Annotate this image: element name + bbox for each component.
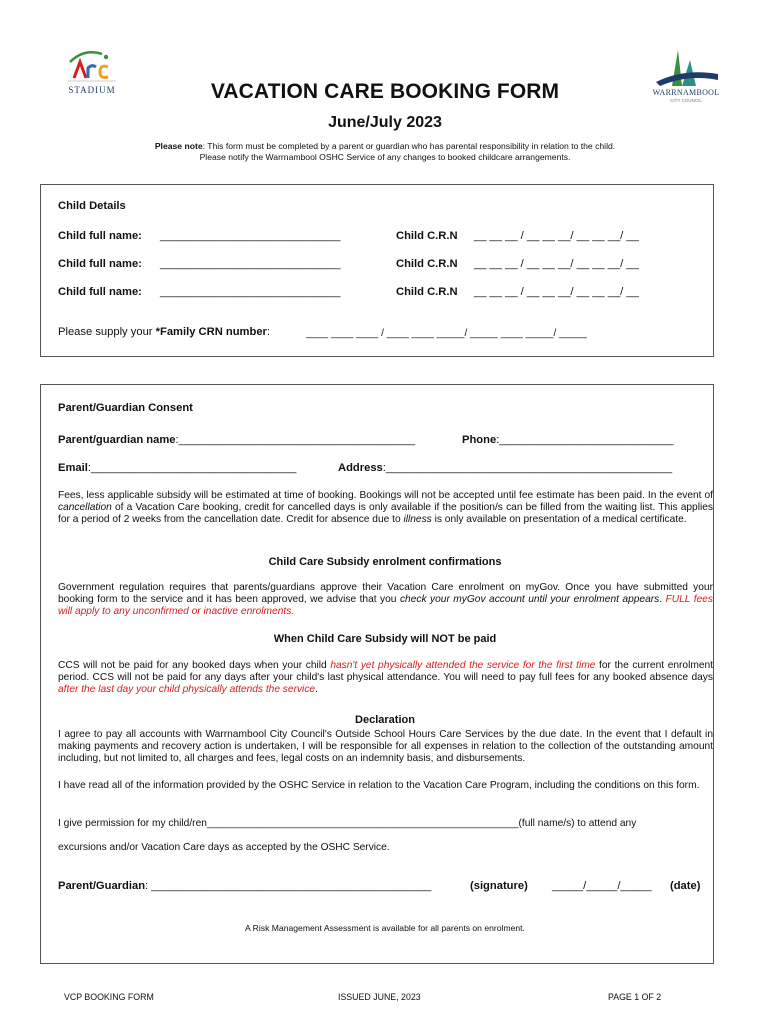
signature-label: Parent/Guardian: [58, 880, 146, 892]
ccs-paragraph: [58, 582, 713, 619]
child-2-crn-field[interactable]: __ __ __ / __ __ __/ __ __ __/ __: [474, 258, 639, 270]
family-crn-prefix: Please supply your: [58, 326, 156, 338]
child-3-name-label: Child full name:: [58, 286, 142, 298]
declaration-paragraph-2: I have read all of the information provided by the OSHC Service in relation to the Vacation Care Program, including the conditions on this form.: [58, 780, 700, 791]
child-details-heading: Child Details: [58, 200, 126, 212]
ccs-mygov: check your myGov account until your enrolment appears: [399, 594, 660, 606]
child-2-name-label: Child full name:: [58, 258, 142, 270]
permission-line[interactable]: I give permission for my child/ren_______________________________________________________(full name/s) to attend any: [58, 818, 637, 829]
parent-name-row: [58, 434, 415, 446]
parent-name-label: Parent/guardian name: [58, 434, 176, 446]
phone-field[interactable]: :____________________________: [496, 434, 674, 446]
ccs-full-fees: FULL fees will apply to any unconfirmed or inactive enrolments.: [58, 594, 713, 618]
parent-name-field[interactable]: :______________________________________: [175, 434, 416, 446]
not-paid-red-1: hasn't yet physically attended the service for the first time: [330, 660, 596, 671]
child-1-name-field[interactable]: _____________________________: [160, 230, 341, 242]
risk-note: A Risk Management Assessment is available for all parents on enrolment.: [245, 923, 525, 933]
note-label: Please note: [154, 141, 203, 151]
form-note: [80, 141, 690, 163]
child-2-name-field[interactable]: _____________________________: [160, 258, 341, 270]
logo-left-text: STADIUM: [68, 85, 116, 95]
family-crn-label: *Family CRN number: [155, 326, 267, 338]
family-crn-colon: :: [266, 326, 271, 338]
child-3-crn-field[interactable]: __ __ __ / __ __ __/ __ __ __/ __: [474, 286, 639, 298]
email-label: Email: [58, 462, 88, 474]
child-3-crn-label: Child C.R.N: [396, 286, 458, 298]
note-line-2: Please notify the Warrnambool OSHC Service of any changes to booked childcare arrangements.: [199, 152, 571, 162]
child-1-name-label: Child full name:: [58, 230, 142, 242]
email-field[interactable]: :_________________________________: [87, 462, 297, 474]
fees-cancellation: cancellation: [58, 502, 112, 514]
not-paid-text-1: CCS will not be paid for any booked days when your child: [58, 660, 331, 671]
child-1-crn-field[interactable]: __ __ __ / __ __ __/ __ __ __/ __: [474, 230, 639, 242]
date-field[interactable]: _____/_____/_____: [552, 880, 652, 892]
ccs-text-1: Government regulation requires that parents/guardians approve their Vacation Care enrolment on myGov. Once you have submitted your booking form to the service and it has been approved, we advise that you: [58, 582, 713, 606]
date-word: (date): [670, 880, 701, 892]
phone-label: Phone: [462, 434, 497, 446]
permission-line-2: excursions and/or Vacation Care days as accepted by the OSHC Service.: [58, 842, 390, 853]
footer-left: VCP BOOKING FORM: [64, 992, 154, 1002]
fees-text-1: Fees, less applicable subsidy will be estimated at time of booking. Bookings will not be accepted until fee estimate has been paid. In the event of: [58, 490, 713, 501]
footer-right: PAGE 1 OF 2: [608, 992, 662, 1002]
fees-illness: illness: [403, 514, 432, 526]
footer-center: ISSUED JUNE, 2023: [338, 992, 421, 1002]
address-field[interactable]: :______________________________________________: [382, 462, 673, 474]
signature-field[interactable]: : _____________________________________________: [145, 880, 432, 892]
signature-row: [58, 880, 431, 892]
ccs-heading: Child Care Subsidy enrolment confirmations: [268, 556, 502, 568]
address-row: [338, 462, 672, 474]
note-line-1: : This form must be completed by a parent or guardian who has parental responsibility in relation to the child.: [202, 141, 616, 151]
form-title: VACATION CARE BOOKING FORM: [210, 80, 560, 103]
ccs-text-2: .: [659, 594, 666, 606]
family-crn-field[interactable]: ____ ____ ____ / ____ ____ _____/ _____ ____ _____/ _____: [306, 328, 587, 339]
family-crn-row: [58, 326, 270, 338]
declaration-heading: Declaration: [355, 714, 415, 726]
phone-row: [462, 434, 674, 446]
not-paid-heading: When Child Care Subsidy will NOT be paid: [273, 633, 497, 645]
fees-paragraph: [58, 490, 713, 527]
form-subtitle: June/July 2023: [328, 114, 442, 131]
not-paid-text-3: .: [315, 684, 318, 696]
declaration-paragraph-1: I agree to pay all accounts with Warrnambool City Council's Outside School Hours Care Services by the due date. In the event that I default in making payments and recovery action is undertaken, I will be responsible for all expenses in relation to the collection of the outstanding amount including, but not limited to, all charges and fees, legal costs on an indemnity basis, and disbursements.: [58, 729, 713, 765]
signature-word: (signature): [470, 880, 528, 892]
not-paid-paragraph: [58, 660, 713, 697]
logo-right-text: WARRNAMBOOL: [652, 88, 720, 97]
address-label: Address: [338, 462, 383, 474]
not-paid-red-2: after the last day your child physically attends the service: [58, 684, 316, 696]
consent-heading: Parent/Guardian Consent: [58, 402, 193, 414]
email-row: [58, 462, 296, 474]
logo-right-subtext: CITY COUNCIL: [670, 98, 702, 103]
not-paid-text-2: for the current enrolment period. CCS will not be paid for any days after your child's last physical attendance. You will need to pay full fees for any booked absence days: [58, 660, 713, 684]
child-1-crn-label: Child C.R.N: [396, 230, 458, 242]
child-2-crn-label: Child C.R.N: [396, 258, 458, 270]
fees-text-3: is only available on presentation of a medical certificate.: [431, 514, 687, 526]
fees-text-2: of a Vacation Care booking, credit for cancelled days is only available if the position/s can be filled from the waiting list. This applies for a period of 2 weeks from the cancellation date. Credit for absence due to: [58, 502, 713, 526]
child-3-name-field[interactable]: _____________________________: [160, 286, 341, 298]
